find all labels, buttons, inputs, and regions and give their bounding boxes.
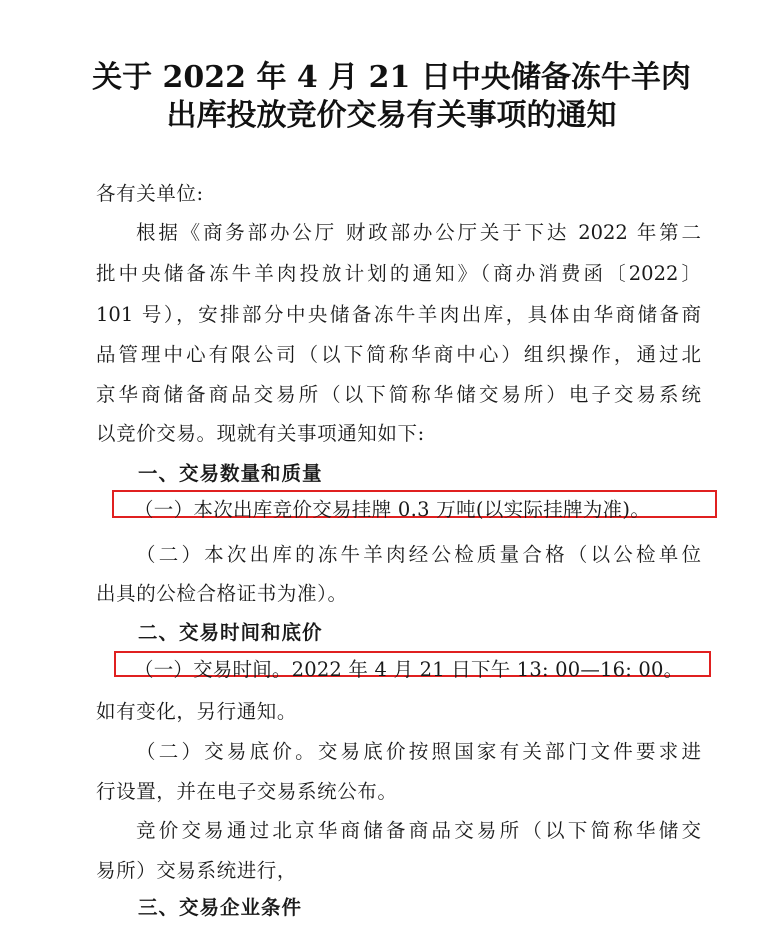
- section-2-note-line-2: 易所）交易系统进行，: [96, 859, 298, 882]
- intro-line-2: 批中央储备冻牛羊肉投放计划的通知》（商办消费函〔2022〕: [96, 262, 701, 285]
- section-1-heading: 一、交易数量和质量: [138, 462, 323, 485]
- salutation: 各有关单位:: [96, 182, 204, 205]
- section-2-item-1-line-2: 如有变化，另行通知。: [96, 700, 298, 723]
- section-3-heading: 三、交易企业条件: [138, 896, 303, 919]
- intro-line-3: 101 号），安排部分中央储备冻牛羊肉出库，具体由华商储备商: [96, 303, 701, 326]
- section-2-note-line-1: 竞价交易通过北京华商储备商品交易所（以下简称华储交: [136, 819, 701, 842]
- section-2-item-2-line-1: （二）交易底价。交易底价按照国家有关部门文件要求进: [136, 740, 701, 763]
- section-1-item-2-line-1: （二）本次出库的冻牛羊肉经公检质量合格（以公检单位: [136, 543, 701, 566]
- section-1-item-1: （一）本次出库竞价交易挂牌 0.3 万吨(以实际挂牌为准)。: [134, 498, 651, 521]
- intro-line-1: 根据《商务部办公厅 财政部办公厅关于下达 2022 年第二: [136, 221, 701, 244]
- intro-line-4: 品管理中心有限公司（以下简称华商中心）组织操作，通过北: [96, 343, 701, 366]
- document-title-line-2: 出库投放竞价交易有关事项的通知: [166, 98, 617, 133]
- document-title-line-1: 关于 2022 年 4 月 21 日中央储备冻牛羊肉: [92, 60, 691, 95]
- section-2-item-1-line-1: （一）交易时间。2022 年 4 月 21 日下午 13: 00—16: 00。: [134, 658, 684, 681]
- section-2-item-2-line-2: 行设置，并在电子交易系统公布。: [96, 780, 398, 803]
- intro-line-5: 京华商储备商品交易所（以下简称华储交易所）电子交易系统: [96, 383, 701, 406]
- section-2-heading: 二、交易时间和底价: [138, 621, 323, 644]
- intro-line-6: 以竞价交易。现就有关事项通知如下:: [96, 422, 425, 445]
- section-1-item-2-line-2: 出具的公检合格证书为准）。: [96, 582, 348, 605]
